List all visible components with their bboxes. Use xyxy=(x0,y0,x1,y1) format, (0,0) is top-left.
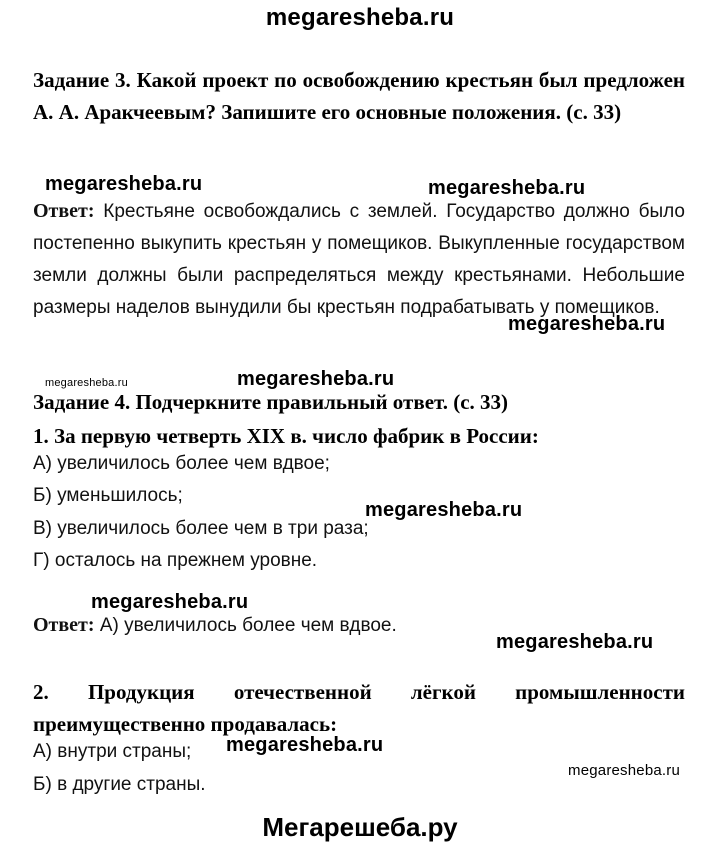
watermark: megaresheba.ru xyxy=(365,499,523,521)
watermark: megaresheba.ru xyxy=(568,762,681,779)
watermark: megaresheba.ru xyxy=(91,591,249,613)
watermark: megaresheba.ru xyxy=(508,313,666,335)
task3-title: Задание 3. Какой проект по освобождению крестьян был предложен А. А. Аракчеевым? Запишите его основные положения. (с. 33) xyxy=(33,68,685,124)
watermark: megaresheba.ru xyxy=(237,368,395,390)
watermark: megaresheba.ru xyxy=(496,631,654,653)
answer-label: Ответ: xyxy=(33,200,95,222)
watermark: megaresheba.ru xyxy=(45,377,128,389)
footer-watermark: Мегарешеба.ру xyxy=(262,812,458,842)
answer-text: Крестьяне освобождались с землей. Государство должно было постепенно выкупить крестьян у помещиков. Выкупленные государством земли должны были распределяться между крестьянами. Небольшие размеры наделов вынудили бы крестьян подрабатывать у помещиков. xyxy=(33,201,686,318)
q1-option: А) увеличилось более чем вдвое; xyxy=(33,453,330,474)
task4-q1-question: 1. За первую четверть XIX в. число фабрик в России: xyxy=(33,424,539,448)
header-watermark: megaresheba.ru xyxy=(265,4,455,31)
q1-answer xyxy=(33,614,397,637)
q1-option: В) увеличилось более чем в три раза; xyxy=(33,518,369,539)
answer-label: Ответ: xyxy=(33,614,95,636)
q1-option: Б) уменьшилось; xyxy=(33,485,183,506)
watermark: megaresheba.ru xyxy=(45,173,203,195)
watermark: megaresheba.ru xyxy=(226,734,384,756)
task4-q2-question: 2. Продукция отечественной лёгкой промышленности преимущественно продавалась: xyxy=(33,680,685,736)
q2-option: А) внутри страны; xyxy=(33,741,192,762)
answer-text: А) увеличилось более чем вдвое. xyxy=(99,615,397,636)
task4-title: Задание 4. Подчеркните правильный ответ. (с. 33) xyxy=(33,390,509,414)
q2-option: Б) в другие страны. xyxy=(33,774,206,795)
q1-option: Г) осталось на прежнем уровне. xyxy=(33,550,318,571)
task3-answer xyxy=(33,195,685,324)
watermark: megaresheba.ru xyxy=(428,177,586,199)
